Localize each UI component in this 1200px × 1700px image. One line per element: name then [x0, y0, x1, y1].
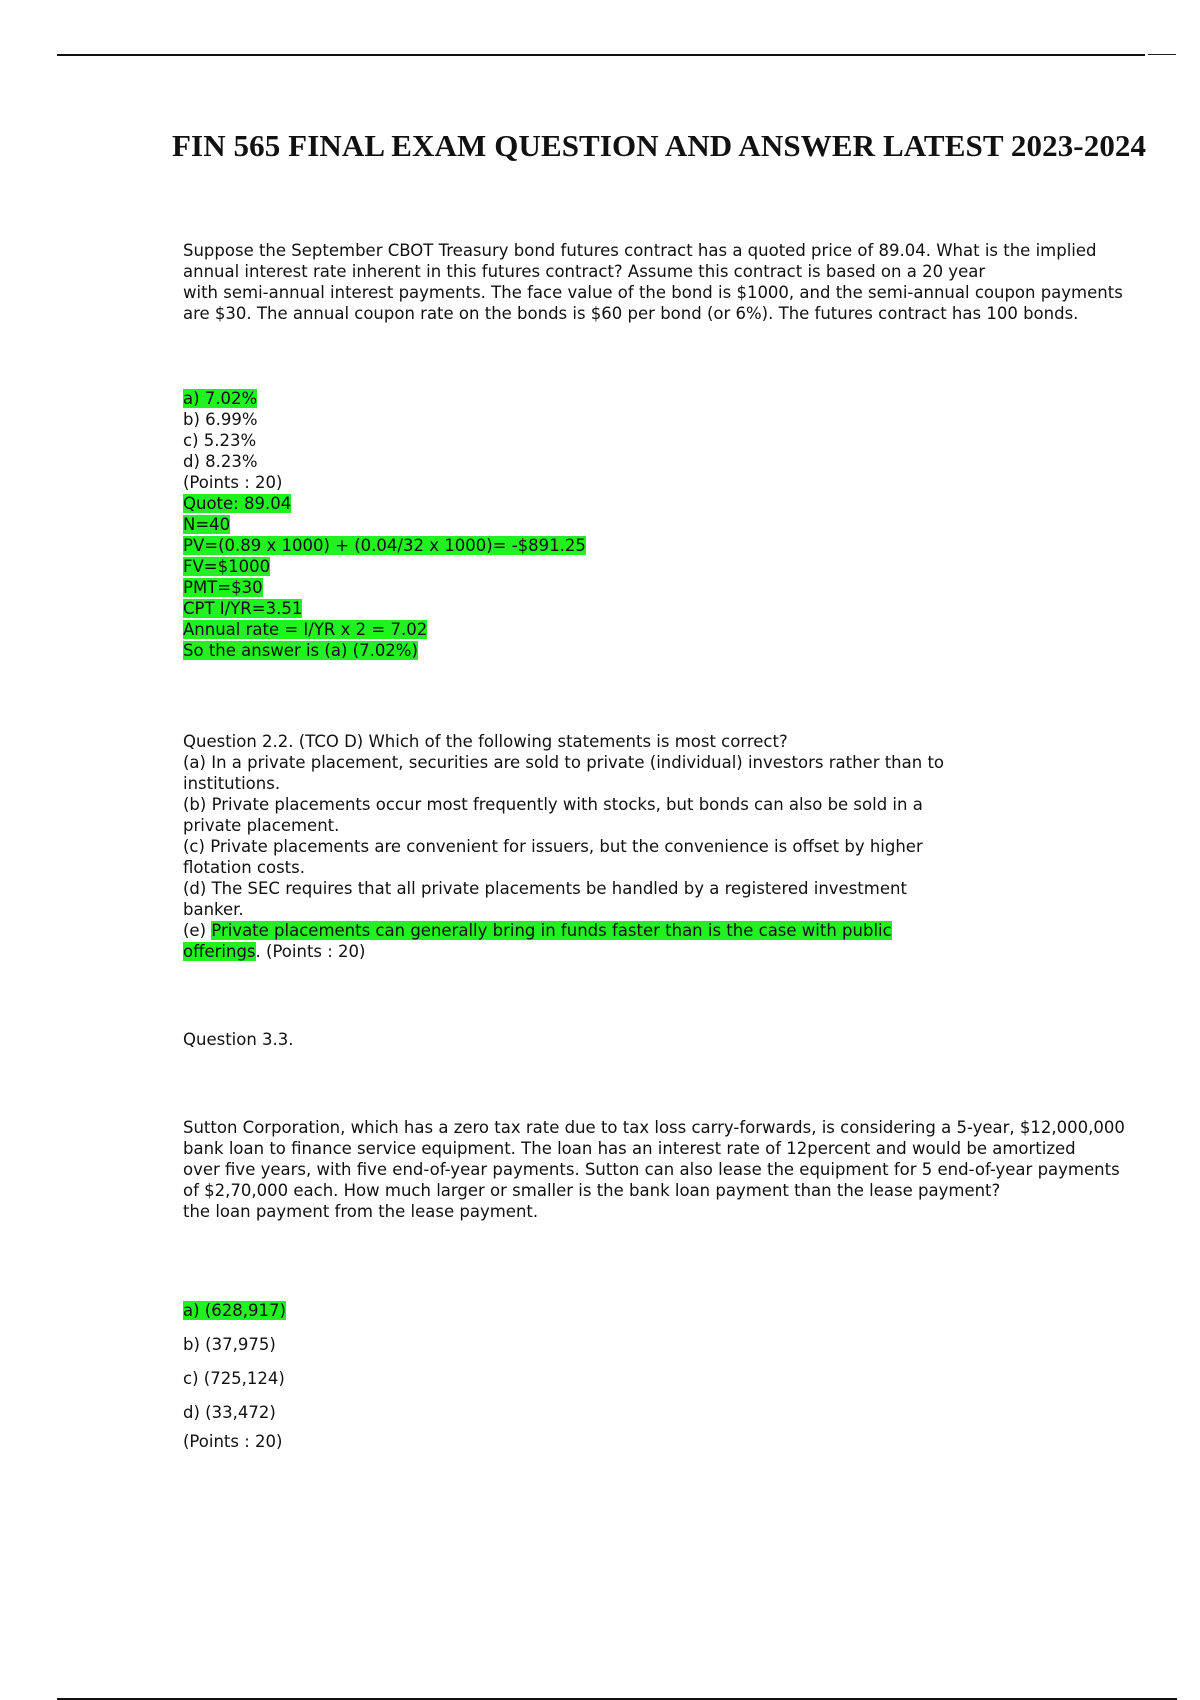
q1-option-d: d) 8.23% — [183, 452, 258, 471]
q1-prompt-line: annual interest rate inherent in this futures contract? Assume this contract is based on a 20 year — [183, 262, 986, 281]
q3-heading-block — [183, 1029, 294, 1050]
q3-prompt-line: of $2,70,000 each. How much larger or smaller is the bank loan payment than the lease payment? — [183, 1181, 1001, 1200]
q1-option-a-correct: a) 7.02% — [183, 389, 258, 408]
top-rule — [57, 54, 1145, 56]
q1-solution-line: Quote: 89.04 — [183, 494, 292, 513]
q2-option-e-line — [183, 941, 944, 962]
q2-block — [183, 731, 944, 962]
q2-option-a-line: institutions. — [183, 774, 281, 793]
q2-option-e-correct: Private placements can generally bring in funds faster than is the case with public — [211, 921, 892, 940]
q1-solution-line: CPT I/YR=3.51 — [183, 599, 303, 618]
q1-prompt-line: Suppose the September CBOT Treasury bond futures contract has a quoted price of 89.04. What is the implied — [183, 241, 1097, 260]
q3-points: (Points : 20) — [183, 1432, 283, 1451]
q2-option-c-line: flotation costs. — [183, 858, 305, 877]
q3-option-b: b) (37,975) — [183, 1335, 276, 1354]
q1-solution-line: Annual rate = I/YR x 2 = 7.02 — [183, 620, 428, 639]
q3-prompt-line: Sutton Corporation, which has a zero tax rate due to tax loss carry-forwards, is considering a 5-year, $12,000,000 — [183, 1118, 1125, 1137]
q3-option-a-correct: a) (628,917) — [183, 1301, 286, 1320]
q1-option-b: b) 6.99% — [183, 410, 258, 429]
q1-prompt-line: with semi-annual interest payments. The face value of the bond is $1000, and the semi-annual coupon payments — [183, 283, 1123, 302]
q2-heading: Question 2.2. (TCO D) Which of the following statements is most correct? — [183, 732, 788, 751]
q2-option-e-suffix: . (Points : 20) — [255, 942, 366, 961]
q1-solution-line: FV=$1000 — [183, 557, 271, 576]
q2-option-d-line: (d) The SEC requires that all private placements be handled by a registered investment — [183, 879, 907, 898]
q3-prompt-line: over five years, with five end-of-year payments. Sutton can also lease the equipment for 5 end-of-year payments — [183, 1160, 1120, 1179]
q2-option-e-line — [183, 920, 944, 941]
q2-option-b-line: (b) Private placements occur most frequently with stocks, but bonds can also be sold in a — [183, 795, 923, 814]
top-rule-tail — [1148, 54, 1176, 55]
q2-option-e-prefix: (e) — [183, 921, 212, 940]
q3-option-c: c) (725,124) — [183, 1369, 285, 1388]
q3-prompt — [183, 1117, 1125, 1222]
q2-option-a-line: (a) In a private placement, securities are sold to private (individual) investors rather than to — [183, 753, 945, 772]
q2-option-c-line: (c) Private placements are convenient for issuers, but the convenience is offset by higher — [183, 837, 923, 856]
q1-solution-line: N=40 — [183, 515, 231, 534]
q3-heading: Question 3.3. — [183, 1030, 294, 1049]
q3-prompt-line: the loan payment from the lease payment. — [183, 1202, 539, 1221]
q1-answers — [183, 388, 586, 661]
q1-option-c: c) 5.23% — [183, 431, 257, 450]
q1-prompt — [183, 240, 1123, 324]
q2-option-b-line: private placement. — [183, 816, 340, 835]
q2-option-d-line: banker. — [183, 900, 244, 919]
q1-points: (Points : 20) — [183, 473, 283, 492]
q3-answers — [183, 1300, 286, 1452]
q1-solution-line: PMT=$30 — [183, 578, 263, 597]
q3-prompt-line: bank loan to finance service equipment. The loan has an interest rate of 12percent and would be amortized — [183, 1139, 1076, 1158]
q1-solution-line: So the answer is (a) (7.02%) — [183, 641, 418, 660]
q1-prompt-line: are $30. The annual coupon rate on the bonds is $60 per bond (or 6%). The futures contract has 100 bonds. — [183, 304, 1079, 323]
q1-solution-line: PV=(0.89 x 1000) + (0.04/32 x 1000)= -$891.25 — [183, 536, 586, 555]
q2-option-e-correct: offerings — [183, 942, 256, 961]
page-title: FIN 565 FINAL EXAM QUESTION AND ANSWER LATEST 2023-2024 — [172, 128, 1147, 163]
q3-option-d: d) (33,472) — [183, 1403, 276, 1422]
